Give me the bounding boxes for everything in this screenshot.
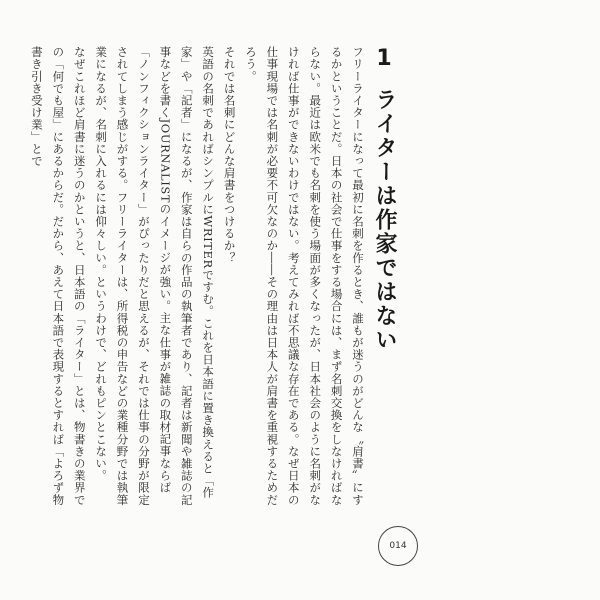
paragraph: なぜこれほど肩書に迷うのかというと、日本語の「ライター」とは、物書きの業界での「何でも屋」にあるからだ。だから、あえて日本語で表現するとすれば「よろず物書き引き受け業」とで (29, 46, 87, 506)
page-number: 014 (378, 526, 418, 566)
paragraph: それでは名刺にどんな肩書をつけるか？ (222, 46, 237, 264)
chapter-number: 1 (376, 46, 392, 71)
paragraph: 英語の名刺であればシンプルにWRITERですむ。これを日本語に置き換えると「作家」や「記者」になるが、作家は自らの作品の執筆者であり、記者は新聞や雑誌の記事などを書くJOURNALISTのイメージが強い。主な仕事が雑誌の取材記事ならば「ノンフィクションライター」がぴったりだと思えるが、それでは仕事の分野が限定されてしまう感じがする。フリーライターは、所得税の申告などの業種分野では執筆業になるが、名刺に入れるには仰々しい。というわけで、どれもピンとこない。 (94, 46, 216, 506)
paragraph: フリーライターになって最初に名刺を作るとき、誰もが迷うのがどんな〝肩書〟にするかということだ。日本の社会で仕事をする場合には、まず名刺交換をしなければならない。最近は欧米でも名刺を使う場面が多くなったが、日本社会のように名刺がなければ仕事ができないわけではない。考えてみれば不思議な存在である。なぜ日本の仕事現場では名刺が必要不可欠なのか――その理由は日本人が肩書を重視するためだろう。 (243, 46, 365, 506)
chapter-heading (372, 48, 396, 352)
body-text (26, 46, 369, 516)
chapter-title: ライターは作家ではない (372, 88, 397, 352)
